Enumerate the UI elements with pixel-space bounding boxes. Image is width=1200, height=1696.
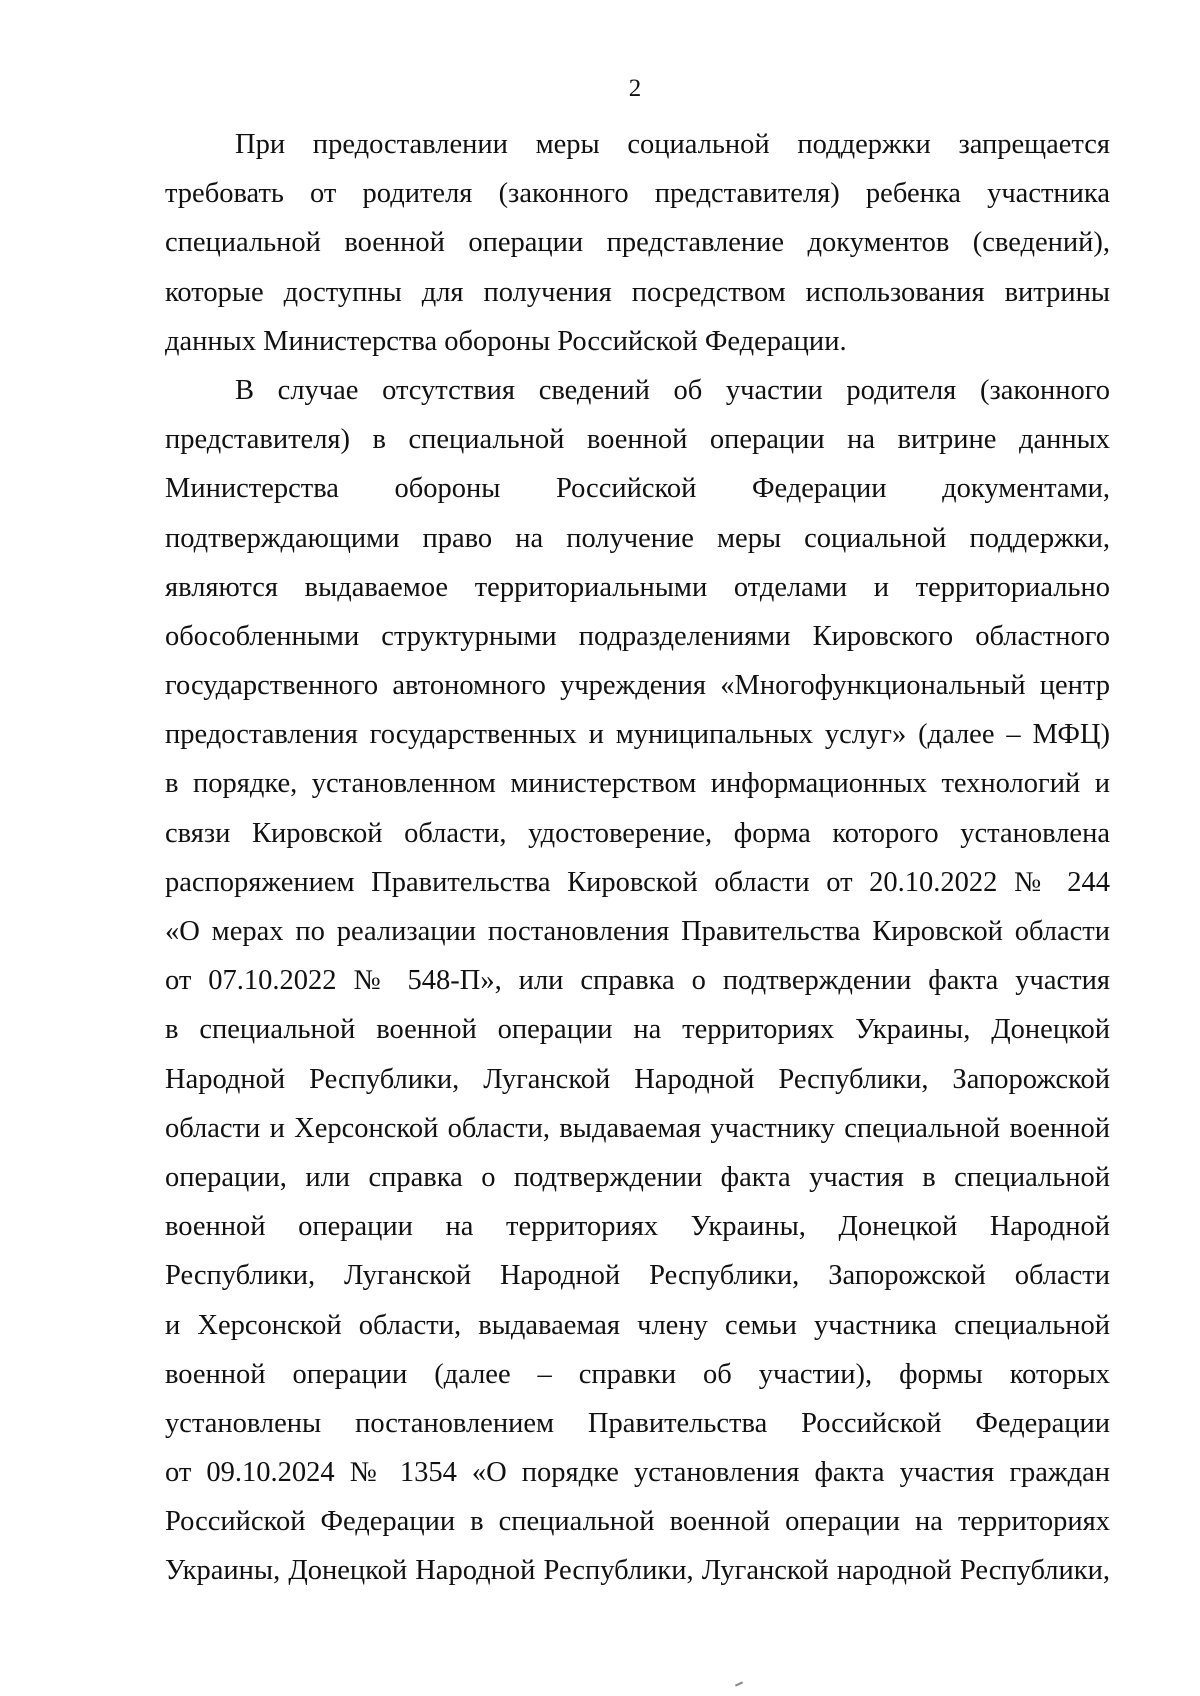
document-body <box>165 120 1110 1596</box>
text-line: операции, или справка о подтверждении факта участия в специальной <box>165 1161 1110 1193</box>
text-line: представителя) в специальной военной операции на витрине данных <box>165 424 1110 456</box>
text-line: в порядке, установленном министерством информационных технологий и <box>165 768 1110 800</box>
text-line: от 07.10.2022 № 548-П», или справка о подтверждении факта участия <box>165 965 1110 997</box>
paragraph-2 <box>165 366 1110 1596</box>
text-line: «О мерах по реализации постановления Правительства Кировской области <box>165 916 1110 947</box>
text-line: требовать от родителя (законного представителя) ребенка участника <box>165 178 1110 210</box>
text-line: Российской Федерации в специальной военной операции на территориях <box>165 1506 1110 1538</box>
text-line: которые доступны для получения посредством использования витрины <box>165 276 1110 308</box>
text-line: распоряжением Правительства Кировской области от 20.10.2022 № 244 <box>165 866 1110 898</box>
text-line: При предоставлении меры социальной поддержки запрещается <box>235 129 1110 160</box>
text-line: специальной военной операции представление документов (сведений), <box>165 227 1110 259</box>
text-line: в специальной военной операции на территориях Украины, Донецкой <box>165 1014 1110 1046</box>
text-line: от 09.10.2024 № 1354 «О порядке установления факта участия граждан <box>165 1457 1110 1489</box>
text-line: обособленными структурными подразделениями Кировского областного <box>165 620 1110 652</box>
text-line: установлены постановлением Правительства Российской Федерации <box>165 1407 1110 1439</box>
text-line: данных Министерства обороны Российской Федерации. <box>165 325 847 357</box>
scan-speck <box>735 1681 743 1686</box>
text-line: предоставления государственных и муниципальных услуг» (далее – МФЦ) <box>165 719 1110 751</box>
text-line: Министерства обороны Российской Федерации документами, <box>165 473 1110 505</box>
text-line: Народной Республики, Луганской Народной Республики, Запорожской <box>165 1063 1110 1095</box>
text-line: Республики, Луганской Народной Республики, Запорожской области <box>165 1260 1110 1292</box>
page-number: 2 <box>628 75 642 102</box>
text-line: и Херсонской области, выдаваемая члену семьи участника специальной <box>165 1309 1110 1341</box>
text-line: военной операции на территориях Украины, Донецкой Народной <box>165 1211 1110 1243</box>
text-line: Украины, Донецкой Народной Республики, Луганской народной Республики, <box>165 1555 1110 1587</box>
text-line: подтверждающими право на получение меры социальной поддержки, <box>165 522 1110 554</box>
text-line: области и Херсонской области, выдаваемая участнику специальной военной <box>165 1112 1110 1144</box>
text-line: государственного автономного учреждения «Многофункциональный центр <box>165 670 1110 702</box>
text-line: связи Кировской области, удостоверение, форма которого установлена <box>165 817 1110 849</box>
text-line: военной операции (далее – справки об участии), формы которых <box>165 1358 1110 1390</box>
paragraph-1 <box>165 120 1110 366</box>
text-line: В случае отсутствия сведений об участии родителя (законного <box>235 374 1110 406</box>
text-line: являются выдаваемое территориальными отделами и территориально <box>165 571 1110 603</box>
